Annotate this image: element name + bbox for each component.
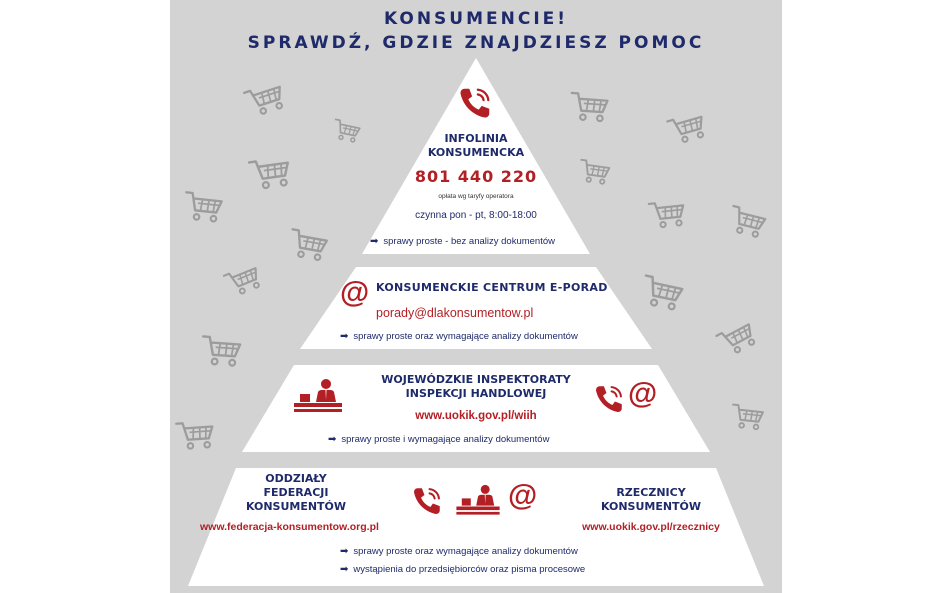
phone-icon — [592, 382, 626, 416]
infolinia-fee-note: opłata wg taryfy operatora — [438, 193, 514, 200]
infolinia-title-line1: INFOLINIA — [444, 132, 508, 145]
infolinia-phone-number[interactable]: 801 440 220 — [414, 167, 538, 186]
rzecznicy-title-line2: KONSUMENTÓW — [600, 500, 702, 513]
wiih-bullet — [328, 434, 549, 445]
at-icon: @ — [508, 479, 538, 512]
federacja-url-link[interactable]: www.federacja-konsumentow.org.pl — [200, 521, 379, 533]
arrow-right-icon: ➡ — [340, 331, 349, 342]
phone-icon — [456, 84, 494, 122]
infographic-poster — [170, 0, 782, 593]
tier4-bullet-1-text: sprawy proste oraz wymagające analizy dokumentów — [353, 546, 578, 557]
federacja-title-line1: ODDZIAŁY — [265, 472, 327, 485]
tier4-bullet-1 — [340, 546, 578, 557]
arrow-right-icon: ➡ — [340, 564, 349, 575]
at-icon: @ — [628, 377, 658, 410]
tier4-bullet-2 — [340, 564, 585, 575]
infolinia-title — [376, 132, 576, 160]
e-porady-title: KONSUMENCKIE CENTRUM E-PORAD — [376, 281, 608, 294]
wiih-url-link[interactable]: www.uokik.gov.pl/wiih — [415, 410, 537, 422]
arrow-right-icon: ➡ — [328, 434, 337, 445]
phone-icon — [410, 484, 444, 518]
e-porady-bullet — [340, 331, 578, 342]
rzecznicy-title-line1: RZECZNICY — [616, 486, 686, 499]
infolinia-title-line2: KONSUMENCKA — [427, 146, 525, 159]
federacja-title — [196, 472, 396, 514]
e-porady-bullet-text: sprawy proste oraz wymagające analizy dokumentów — [353, 331, 578, 342]
office-desk-icon — [454, 484, 502, 520]
wiih-title-line2: INSPEKCJI HANDLOWEJ — [405, 387, 547, 400]
poster-title-line2: SPRAWDŹ, GDZIE ZNAJDZIESZ POMOC — [247, 33, 705, 53]
wiih-title — [356, 373, 596, 401]
rzecznicy-title — [556, 486, 746, 514]
federacja-title-line3: KONSUMENTÓW — [245, 500, 347, 513]
infolinia-bullet-text: sprawy proste - bez analizy dokumentów — [383, 236, 555, 247]
federacja-title-line2: FEDERACJI — [263, 486, 329, 499]
wiih-title-line1: WOJEWÓDZKIE INSPEKTORATY — [381, 373, 571, 386]
wiih-bullet-text: sprawy proste i wymagające analizy dokumentów — [341, 434, 550, 445]
e-porady-email-link[interactable]: porady@dlakonsumentow.pl — [376, 306, 534, 320]
infolinia-hours: czynna pon - pt, 8:00-18:00 — [415, 210, 537, 221]
poster-title-line1: KONSUMENCIE! — [383, 9, 569, 29]
rzecznicy-url-link[interactable]: www.uokik.gov.pl/rzecznicy — [582, 521, 720, 533]
infolinia-bullet — [370, 236, 555, 247]
office-desk-icon — [292, 378, 344, 418]
at-icon: @ — [340, 276, 370, 309]
arrow-right-icon: ➡ — [340, 546, 349, 557]
arrow-right-icon: ➡ — [370, 236, 379, 247]
tier4-bullet-2-text: wystąpienia do przedsiębiorców oraz pisma procesowe — [353, 564, 586, 575]
